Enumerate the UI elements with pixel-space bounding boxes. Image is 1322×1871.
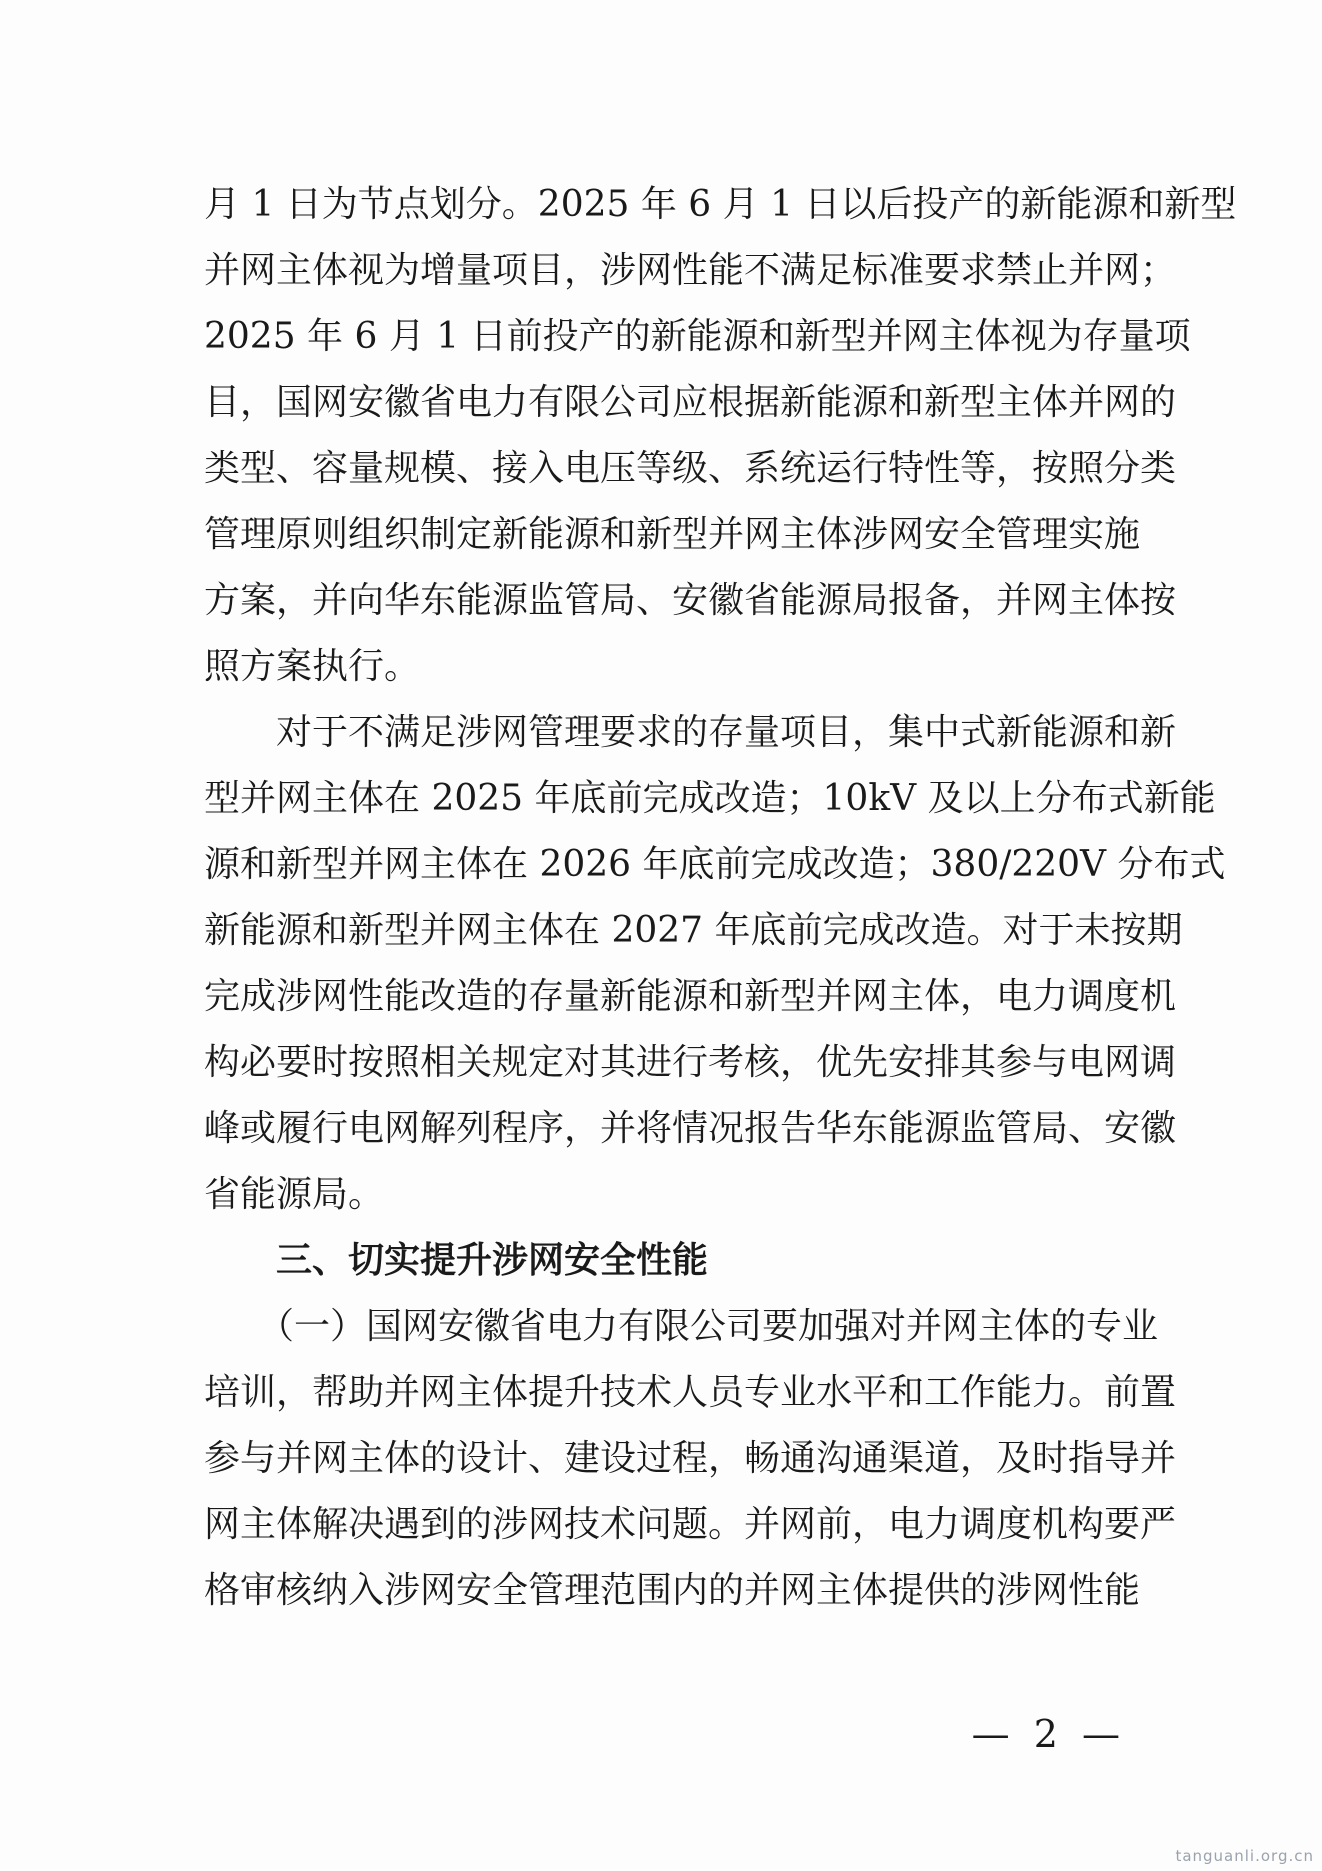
text-line: 峰或履行电网解列程序，并将情况报告华东能源监管局、安徽 <box>204 1108 1177 1149</box>
text-line: 格审核纳入涉网安全管理范围内的并网主体提供的涉网性能 <box>204 1570 1141 1611</box>
watermark: tanguanli.org.cn <box>1175 1847 1314 1865</box>
text-line: 型并网主体在 2025 年底前完成改造；10kV 及以上分布式新能 <box>204 778 1216 819</box>
text-line: 月 1 日为节点划分。2025 年 6 月 1 日以后投产的新能源和新型 <box>204 184 1237 225</box>
text-line: 源和新型并网主体在 2026 年底前完成改造；380/220V 分布式 <box>204 844 1226 885</box>
text-line: 构必要时按照相关规定对其进行考核，优先安排其参与电网调 <box>204 1042 1177 1083</box>
section-heading: 三、切实提升涉网安全性能 <box>276 1240 709 1281</box>
text-line: （一）国网安徽省电力有限公司要加强对并网主体的专业 <box>204 1306 1159 1347</box>
text-line: 照方案执行。 <box>204 646 421 687</box>
text-line: 完成涉网性能改造的存量新能源和新型并网主体，电力调度机 <box>204 976 1177 1017</box>
text-line: 参与并网主体的设计、建设过程，畅通沟通渠道，及时指导并 <box>204 1438 1177 1479</box>
text-line: 省能源局。 <box>204 1174 385 1215</box>
page-number: — 2 — <box>971 1712 1126 1756</box>
text-line: 培训，帮助并网主体提升技术人员专业水平和工作能力。前置 <box>204 1372 1177 1413</box>
text-line: 对于不满足涉网管理要求的存量项目，集中式新能源和新 <box>204 712 1177 753</box>
text-line: 目，国网安徽省电力有限公司应根据新能源和新型主体并网的 <box>204 382 1177 423</box>
text-line: 2025 年 6 月 1 日前投产的新能源和新型并网主体视为存量项 <box>204 316 1191 357</box>
text-line: 管理原则组织制定新能源和新型并网主体涉网安全管理实施 <box>204 514 1141 555</box>
text-line: 类型、容量规模、接入电压等级、系统运行特性等，按照分类 <box>204 448 1177 489</box>
text-line: 新能源和新型并网主体在 2027 年底前完成改造。对于未按期 <box>204 910 1183 951</box>
body-text <box>204 172 1237 1624</box>
text-line: 并网主体视为增量项目，涉网性能不满足标准要求禁止并网； <box>204 250 1177 291</box>
text-line: 方案，并向华东能源监管局、安徽省能源局报备，并网主体按 <box>204 580 1177 621</box>
text-line: 网主体解决遇到的涉网技术问题。并网前，电力调度机构要严 <box>204 1504 1177 1545</box>
